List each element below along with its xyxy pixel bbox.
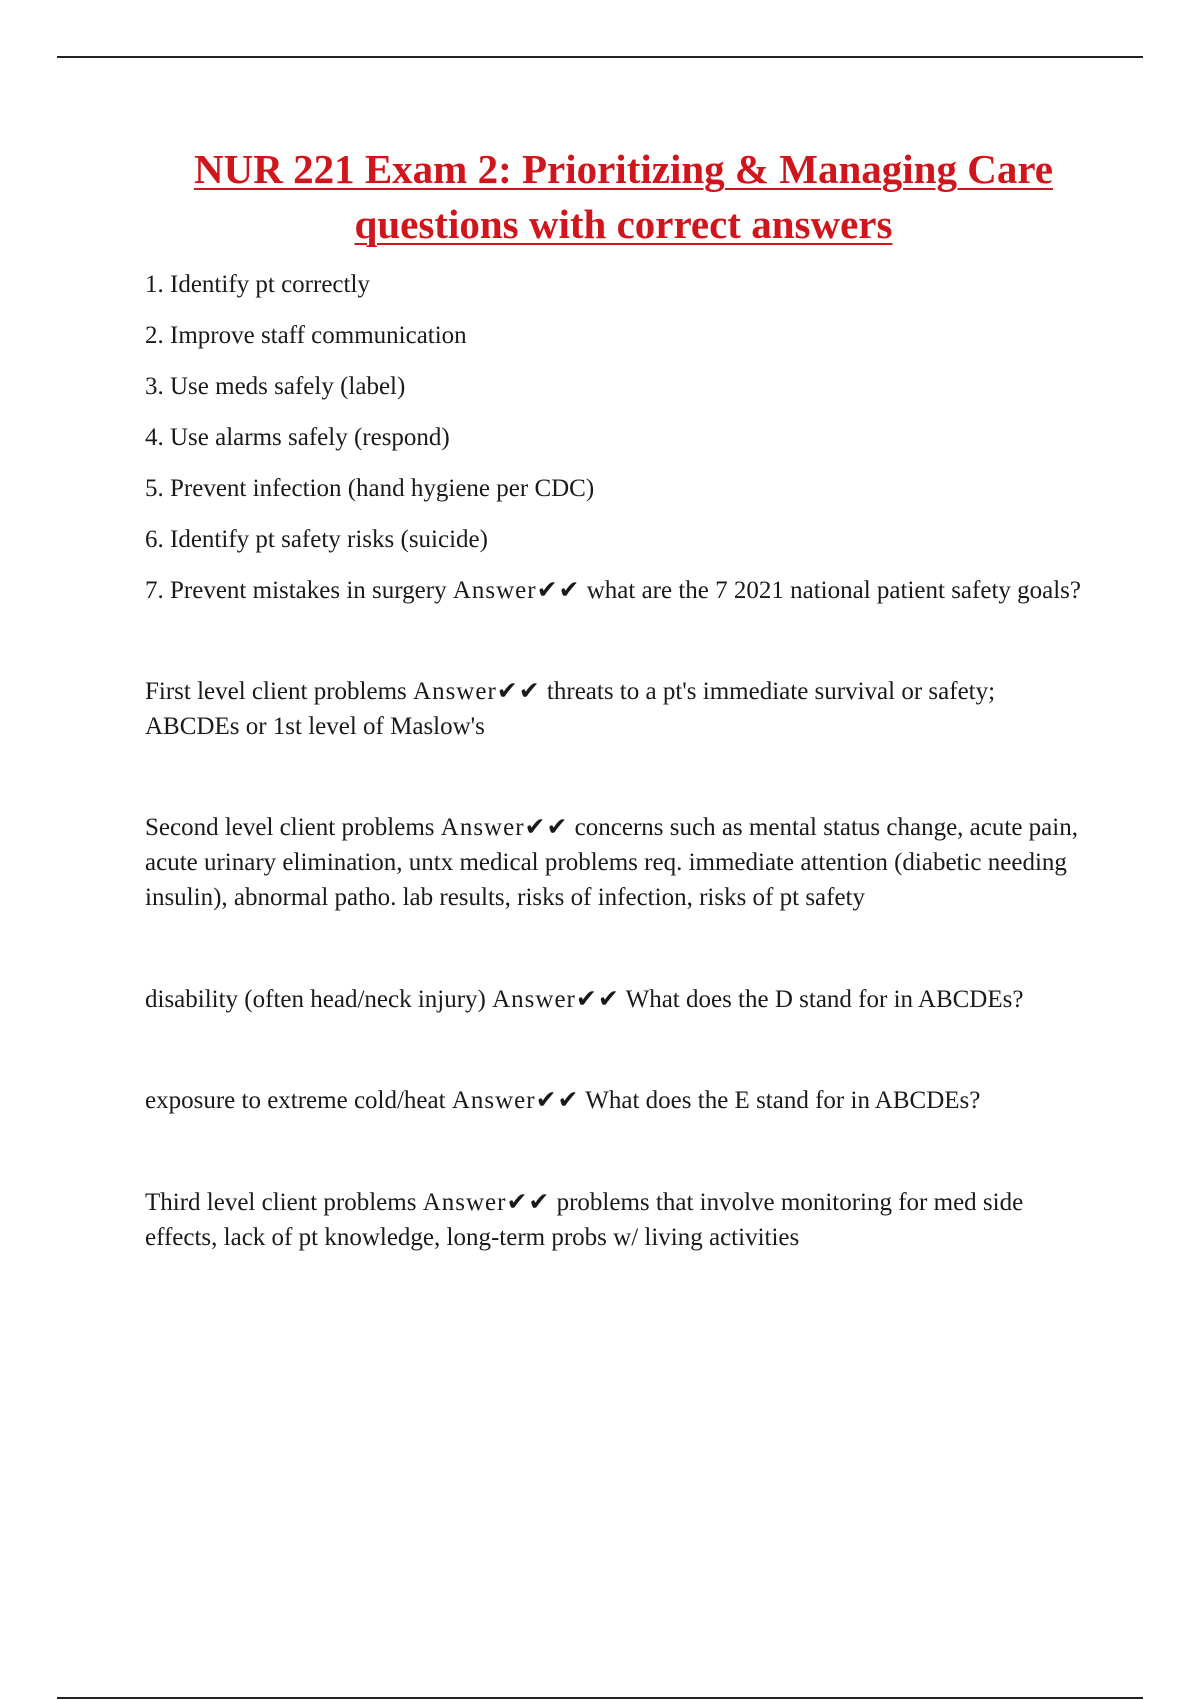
list-item: 1. Identify pt correctly <box>145 271 370 298</box>
answer-marker: Answer✔✔ <box>451 1087 580 1114</box>
safety-goals-list <box>145 267 1090 557</box>
answer-marker: Answer✔✔ <box>452 577 581 604</box>
list-item: 3. Use meds safely (label) <box>145 373 406 400</box>
qa-definition: problems that involve monitoring for med side effects, lack of pt knowledge, long-term probs w/ living activities <box>145 1189 1024 1251</box>
answer-marker: Answer✔✔ <box>492 986 620 1013</box>
list-item: 6. Identify pt safety risks (suicide) <box>145 526 488 553</box>
document-title: NUR 221 Exam 2: Prioritizing & Managing Care questions with correct answers <box>194 146 1053 247</box>
list-item: 5. Prevent infection (hand hygiene per CDC) <box>145 475 595 502</box>
qa-definition: what are the 7 2021 national patient safety goals? <box>586 577 1082 604</box>
qa-term: First level client problems <box>145 678 407 705</box>
qa-definition: What does the D stand for in ABCDEs? <box>625 986 1024 1013</box>
list-item: 4. Use alarms safely (respond) <box>145 424 450 451</box>
document-body <box>145 142 1090 1255</box>
qa-card-third-level <box>145 1185 1090 1255</box>
qa-definition: threats to a pt's immediate survival or safety; ABCDEs or 1st level of Maslow's <box>145 678 996 740</box>
qa-term: Second level client problems <box>145 814 435 841</box>
answer-marker: Answer✔✔ <box>413 678 541 705</box>
qa-definition: What does the E stand for in ABCDEs? <box>585 1087 981 1114</box>
qa-term: Third level client problems <box>145 1189 417 1216</box>
bottom-rule <box>57 1697 1143 1699</box>
qa-card-second-level <box>145 810 1090 915</box>
qa-card-disability <box>145 982 1090 1017</box>
qa-term: exposure to extreme cold/heat <box>145 1087 446 1114</box>
answer-marker: Answer✔✔ <box>422 1189 551 1216</box>
qa-term: 7. Prevent mistakes in surgery <box>145 577 447 604</box>
qa-card-goal7 <box>145 573 1090 608</box>
qa-term: disability (often head/neck injury) <box>145 986 486 1013</box>
top-rule <box>57 56 1143 58</box>
answer-marker: Answer✔✔ <box>440 814 569 841</box>
list-item: 2. Improve staff communication <box>145 322 467 349</box>
qa-definition: concerns such as mental status change, acute pain, acute urinary elimination, untx medical problems req. immediate attention (diabetic needing insulin), abnormal patho. lab results, risks of infection, risks of pt safety <box>145 814 1078 911</box>
qa-card-first-level <box>145 674 1090 744</box>
qa-card-exposure <box>145 1083 1090 1118</box>
